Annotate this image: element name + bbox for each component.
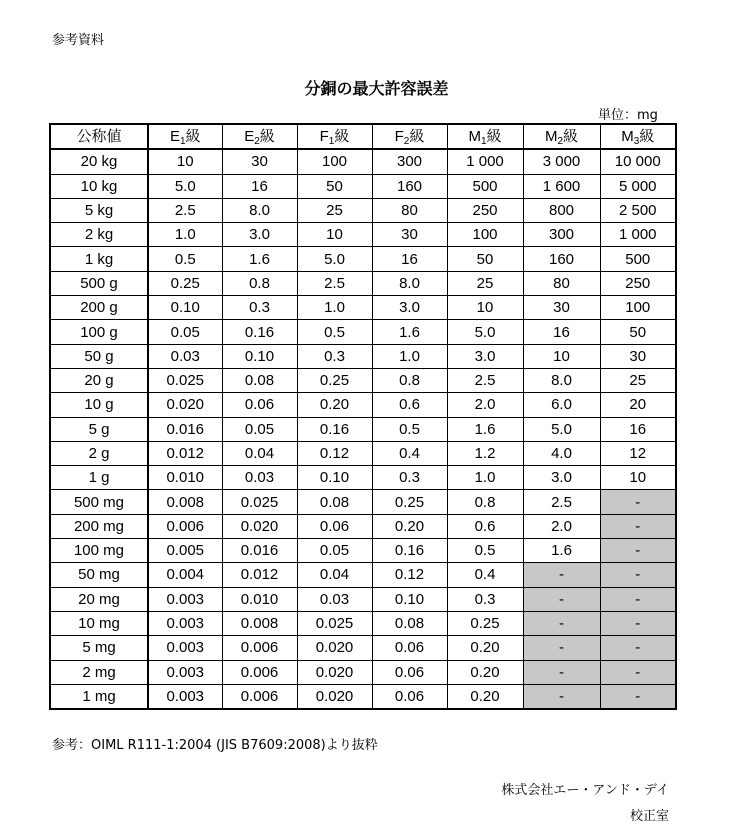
tolerance-value-cell: 3.0 — [372, 296, 447, 320]
class-suffix: 級 — [639, 128, 655, 146]
tolerance-value-cell: 250 — [447, 198, 523, 222]
tolerance-value-cell: 0.05 — [297, 539, 372, 563]
table-row — [50, 198, 676, 222]
tolerance-value-cell: 25 — [447, 271, 523, 295]
table-header-row — [50, 124, 676, 149]
nominal-value-cell: 10 g — [50, 393, 148, 417]
tolerance-value-cell: 0.4 — [372, 441, 447, 465]
column-header-class — [447, 124, 523, 149]
tolerance-value-cell: 10 — [600, 466, 676, 490]
class-letter: M — [544, 128, 558, 146]
class-subscript: 3 — [633, 136, 640, 148]
not-applicable-cell: - — [523, 660, 600, 684]
tolerance-value-cell: 0.25 — [447, 611, 523, 635]
tolerance-value-cell: 80 — [372, 198, 447, 222]
tolerance-value-cell: 2.5 — [447, 368, 523, 392]
nominal-value-cell: 500 g — [50, 271, 148, 295]
tolerance-value-cell: 3.0 — [523, 466, 600, 490]
tolerance-value-cell: 50 — [447, 247, 523, 271]
nominal-value-cell: 2 kg — [50, 223, 148, 247]
tolerance-value-cell: 50 — [600, 320, 676, 344]
not-applicable-cell: - — [523, 587, 600, 611]
not-applicable-cell: - — [600, 684, 676, 709]
tolerance-value-cell: 0.020 — [297, 636, 372, 660]
nominal-value-cell: 200 g — [50, 296, 148, 320]
tolerance-value-cell: 300 — [372, 149, 447, 174]
nominal-value-cell: 1 mg — [50, 684, 148, 709]
tolerance-value-cell: 3.0 — [447, 344, 523, 368]
tolerance-value-cell: 1 000 — [600, 223, 676, 247]
tolerance-value-cell: 2.5 — [523, 490, 600, 514]
tolerance-value-cell: 0.003 — [148, 587, 222, 611]
tolerance-value-cell: 50 — [297, 174, 372, 198]
tolerance-value-cell: 0.25 — [148, 271, 222, 295]
tolerance-value-cell: 4.0 — [523, 441, 600, 465]
column-header-class — [372, 124, 447, 149]
nominal-value-cell: 5 g — [50, 417, 148, 441]
tolerance-value-cell: 0.08 — [222, 368, 297, 392]
column-header-class — [148, 124, 222, 149]
not-applicable-cell: - — [523, 611, 600, 635]
nominal-value-cell: 10 kg — [50, 174, 148, 198]
tolerance-value-cell: 100 — [600, 296, 676, 320]
tolerance-value-cell: 0.6 — [372, 393, 447, 417]
tolerance-value-cell: 1.0 — [447, 466, 523, 490]
tolerance-value-cell: 0.006 — [222, 636, 297, 660]
table-body — [50, 149, 676, 709]
tolerance-value-cell: 0.20 — [447, 684, 523, 709]
tolerance-value-cell: 1.0 — [372, 344, 447, 368]
tolerance-value-cell: 0.06 — [297, 514, 372, 538]
not-applicable-cell: - — [523, 636, 600, 660]
tolerance-value-cell: 1.2 — [447, 441, 523, 465]
tolerance-value-cell: 25 — [297, 198, 372, 222]
class-suffix: 級 — [334, 128, 350, 146]
tolerance-value-cell: 0.05 — [148, 320, 222, 344]
tolerance-value-cell: 0.10 — [148, 296, 222, 320]
class-subscript: 1 — [328, 136, 335, 148]
tolerance-value-cell: 0.06 — [372, 636, 447, 660]
nominal-value-cell: 2 mg — [50, 660, 148, 684]
tolerance-value-cell: 1.6 — [222, 247, 297, 271]
department-name: 校正室 — [629, 809, 669, 824]
tolerance-value-cell: 100 — [447, 223, 523, 247]
tolerance-value-cell: 0.3 — [447, 587, 523, 611]
tolerance-value-cell: 0.008 — [148, 490, 222, 514]
not-applicable-cell: - — [523, 563, 600, 587]
nominal-value-cell: 2 g — [50, 441, 148, 465]
tolerance-value-cell: 0.5 — [372, 417, 447, 441]
table-row — [50, 393, 676, 417]
table-row — [50, 149, 676, 174]
table-row — [50, 563, 676, 587]
tolerance-value-cell: 500 — [600, 247, 676, 271]
tolerance-value-cell: 10 — [297, 223, 372, 247]
not-applicable-cell: - — [600, 611, 676, 635]
nominal-value-cell: 100 g — [50, 320, 148, 344]
tolerance-value-cell: 0.020 — [297, 684, 372, 709]
tolerance-value-cell: 0.003 — [148, 684, 222, 709]
tolerance-value-cell: 0.003 — [148, 611, 222, 635]
class-letter: F — [319, 128, 329, 146]
class-suffix: 級 — [409, 128, 425, 146]
class-suffix: 級 — [185, 128, 201, 146]
table-row — [50, 684, 676, 709]
tolerance-value-cell: 10 000 — [600, 149, 676, 174]
tolerance-value-cell: 0.20 — [447, 636, 523, 660]
table-row — [50, 223, 676, 247]
tolerance-value-cell: 0.010 — [148, 466, 222, 490]
tolerance-value-cell: 0.6 — [447, 514, 523, 538]
nominal-value-cell: 50 mg — [50, 563, 148, 587]
tolerance-value-cell: 30 — [222, 149, 297, 174]
tolerance-value-cell: 5.0 — [447, 320, 523, 344]
tolerance-value-cell: 250 — [600, 271, 676, 295]
nominal-value-cell: 5 mg — [50, 636, 148, 660]
tolerance-value-cell: 0.08 — [372, 611, 447, 635]
tolerance-value-cell: 160 — [523, 247, 600, 271]
tolerance-value-cell: 2.0 — [447, 393, 523, 417]
tolerance-value-cell: 1.6 — [447, 417, 523, 441]
reference-material-label: 参考資料 — [52, 33, 105, 48]
tolerance-value-cell: 5 000 — [600, 174, 676, 198]
tolerance-value-cell: 8.0 — [222, 198, 297, 222]
class-subscript: 2 — [403, 136, 410, 148]
table-row — [50, 320, 676, 344]
tolerance-value-cell: 0.8 — [447, 490, 523, 514]
table-row — [50, 660, 676, 684]
tolerance-value-cell: 0.25 — [297, 368, 372, 392]
tolerance-value-cell: 0.06 — [372, 660, 447, 684]
tolerance-value-cell: 0.16 — [297, 417, 372, 441]
table-row — [50, 296, 676, 320]
nominal-value-cell: 200 mg — [50, 514, 148, 538]
tolerance-value-cell: 0.020 — [222, 514, 297, 538]
tolerance-value-cell: 0.016 — [148, 417, 222, 441]
class-subscript: 2 — [254, 136, 260, 148]
not-applicable-cell: - — [600, 636, 676, 660]
tolerance-value-cell: 0.003 — [148, 660, 222, 684]
nominal-value-cell: 20 kg — [50, 149, 148, 174]
nominal-value-cell: 1 kg — [50, 247, 148, 271]
tolerance-value-cell: 0.020 — [148, 393, 222, 417]
tolerance-value-cell: 30 — [523, 296, 600, 320]
tolerance-value-cell: 0.04 — [222, 441, 297, 465]
class-suffix: 級 — [563, 128, 579, 146]
nominal-value-cell: 10 mg — [50, 611, 148, 635]
table-row — [50, 368, 676, 392]
tolerance-value-cell: 0.20 — [372, 514, 447, 538]
tolerance-value-cell: 800 — [523, 198, 600, 222]
tolerance-value-cell: 10 — [148, 149, 222, 174]
tolerance-value-cell: 0.10 — [372, 587, 447, 611]
tolerance-value-cell: 16 — [523, 320, 600, 344]
tolerance-value-cell: 0.5 — [297, 320, 372, 344]
tolerance-value-cell: 1.6 — [372, 320, 447, 344]
tolerance-value-cell: 0.025 — [222, 490, 297, 514]
tolerance-value-cell: 0.006 — [222, 684, 297, 709]
table-row — [50, 539, 676, 563]
tolerance-value-cell: 0.016 — [222, 539, 297, 563]
tolerance-value-cell: 0.003 — [148, 636, 222, 660]
table-row — [50, 344, 676, 368]
tolerance-value-cell: 16 — [222, 174, 297, 198]
tolerance-value-cell: 0.8 — [372, 368, 447, 392]
nominal-value-cell: 500 mg — [50, 490, 148, 514]
tolerance-value-cell: 2.5 — [297, 271, 372, 295]
tolerance-value-cell: 6.0 — [523, 393, 600, 417]
table-row — [50, 636, 676, 660]
tolerance-table — [49, 123, 677, 710]
tolerance-value-cell: 0.06 — [222, 393, 297, 417]
table-row — [50, 174, 676, 198]
tolerance-value-cell: 0.020 — [297, 660, 372, 684]
tolerance-value-cell: 0.012 — [222, 563, 297, 587]
column-header-class — [297, 124, 372, 149]
nominal-value-cell: 50 g — [50, 344, 148, 368]
tolerance-value-cell: 1.0 — [148, 223, 222, 247]
tolerance-value-cell: 16 — [372, 247, 447, 271]
nominal-value-cell: 5 kg — [50, 198, 148, 222]
tolerance-value-cell: 0.006 — [148, 514, 222, 538]
company-name: 株式会社エー・アンド・デイ — [501, 783, 669, 798]
tolerance-value-cell: 0.03 — [148, 344, 222, 368]
tolerance-value-cell: 20 — [600, 393, 676, 417]
class-letter: E — [244, 128, 255, 146]
tolerance-value-cell: 0.4 — [447, 563, 523, 587]
tolerance-value-cell: 0.05 — [222, 417, 297, 441]
table-row — [50, 271, 676, 295]
tolerance-value-cell: 0.12 — [297, 441, 372, 465]
tolerance-value-cell: 30 — [600, 344, 676, 368]
class-subscript: 2 — [557, 136, 564, 148]
class-suffix: 級 — [486, 128, 502, 146]
tolerance-value-cell: 0.06 — [372, 684, 447, 709]
table-row — [50, 441, 676, 465]
tolerance-value-cell: 80 — [523, 271, 600, 295]
not-applicable-cell: - — [600, 563, 676, 587]
table-row — [50, 514, 676, 538]
nominal-value-cell: 100 mg — [50, 539, 148, 563]
table-row — [50, 247, 676, 271]
tolerance-value-cell: 0.16 — [372, 539, 447, 563]
nominal-value-cell: 1 g — [50, 466, 148, 490]
tolerance-value-cell: 0.3 — [372, 466, 447, 490]
tolerance-value-cell: 0.5 — [447, 539, 523, 563]
not-applicable-cell: - — [600, 490, 676, 514]
table-row — [50, 611, 676, 635]
class-suffix: 級 — [259, 128, 275, 146]
tolerance-value-cell: 0.20 — [447, 660, 523, 684]
tolerance-value-cell: 160 — [372, 174, 447, 198]
not-applicable-cell: - — [600, 514, 676, 538]
class-subscript: 1 — [480, 136, 487, 148]
table-row — [50, 417, 676, 441]
tolerance-value-cell: 3.0 — [222, 223, 297, 247]
tolerance-value-cell: 8.0 — [523, 368, 600, 392]
tolerance-value-cell: 2 500 — [600, 198, 676, 222]
class-letter: E — [169, 128, 180, 146]
column-header-nominal: 公称値 — [50, 124, 148, 149]
tolerance-value-cell: 0.006 — [222, 660, 297, 684]
tolerance-value-cell: 0.20 — [297, 393, 372, 417]
tolerance-value-cell: 1 600 — [523, 174, 600, 198]
tolerance-value-cell: 12 — [600, 441, 676, 465]
tolerance-value-cell: 0.08 — [297, 490, 372, 514]
document-title: 分銅の最大許容誤差 — [304, 79, 449, 98]
tolerance-value-cell: 0.10 — [297, 466, 372, 490]
column-header-class — [600, 124, 676, 149]
tolerance-value-cell: 0.025 — [297, 611, 372, 635]
tolerance-value-cell: 500 — [447, 174, 523, 198]
table-row — [50, 466, 676, 490]
tolerance-value-cell: 10 — [523, 344, 600, 368]
not-applicable-cell: - — [600, 660, 676, 684]
tolerance-value-cell: 1.6 — [523, 539, 600, 563]
table-row — [50, 490, 676, 514]
table-row — [50, 587, 676, 611]
tolerance-value-cell: 16 — [600, 417, 676, 441]
not-applicable-cell: - — [600, 539, 676, 563]
class-letter: F — [394, 128, 404, 146]
tolerance-value-cell: 300 — [523, 223, 600, 247]
tolerance-value-cell: 3 000 — [523, 149, 600, 174]
tolerance-value-cell: 0.005 — [148, 539, 222, 563]
tolerance-value-cell: 25 — [600, 368, 676, 392]
tolerance-value-cell: 0.16 — [222, 320, 297, 344]
tolerance-value-cell: 0.3 — [222, 296, 297, 320]
tolerance-value-cell: 0.25 — [372, 490, 447, 514]
class-letter: M — [621, 128, 634, 146]
nominal-value-cell: 20 g — [50, 368, 148, 392]
tolerance-value-cell: 0.10 — [222, 344, 297, 368]
class-letter: M — [468, 128, 481, 146]
tolerance-value-cell: 0.3 — [297, 344, 372, 368]
not-applicable-cell: - — [600, 587, 676, 611]
tolerance-value-cell: 1 000 — [447, 149, 523, 174]
tolerance-value-cell: 0.8 — [222, 271, 297, 295]
not-applicable-cell: - — [523, 684, 600, 709]
tolerance-value-cell: 0.025 — [148, 368, 222, 392]
class-subscript: 1 — [179, 136, 186, 148]
source-note: 参考：OIML R111-1:2004 (JIS B7609:2008)より抜粋 — [52, 738, 378, 753]
tolerance-value-cell: 2.5 — [148, 198, 222, 222]
tolerance-value-cell: 0.12 — [372, 563, 447, 587]
tolerance-value-cell: 0.010 — [222, 587, 297, 611]
tolerance-value-cell: 0.004 — [148, 563, 222, 587]
nominal-value-cell: 20 mg — [50, 587, 148, 611]
tolerance-value-cell: 2.0 — [523, 514, 600, 538]
tolerance-value-cell: 0.04 — [297, 563, 372, 587]
tolerance-value-cell: 0.03 — [297, 587, 372, 611]
tolerance-value-cell: 5.0 — [148, 174, 222, 198]
column-header-class — [523, 124, 600, 149]
tolerance-value-cell: 8.0 — [372, 271, 447, 295]
tolerance-value-cell: 0.03 — [222, 466, 297, 490]
tolerance-value-cell: 30 — [372, 223, 447, 247]
tolerance-value-cell: 100 — [297, 149, 372, 174]
column-header-class — [222, 124, 297, 149]
tolerance-value-cell: 0.5 — [148, 247, 222, 271]
unit-label: 単位：mg — [598, 108, 658, 123]
tolerance-value-cell: 1.0 — [297, 296, 372, 320]
tolerance-value-cell: 0.008 — [222, 611, 297, 635]
tolerance-value-cell: 5.0 — [297, 247, 372, 271]
tolerance-value-cell: 5.0 — [523, 417, 600, 441]
tolerance-value-cell: 0.012 — [148, 441, 222, 465]
tolerance-value-cell: 10 — [447, 296, 523, 320]
